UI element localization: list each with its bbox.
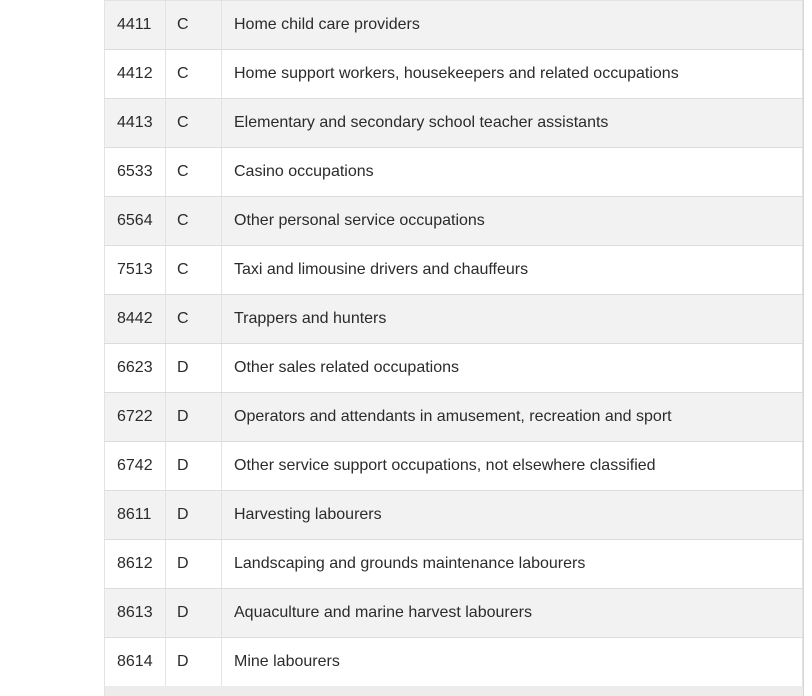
skill-level-cell: D [166,638,222,687]
occupation-title-cell: Home support workers, housekeepers and related occupations [222,50,803,99]
table-row [105,197,803,246]
occupation-title-cell: Harvesting labourers [222,491,803,540]
occupation-table [104,0,803,687]
noc-code-cell: 6533 [105,148,166,197]
table-row [105,50,803,99]
skill-level-cell: C [166,295,222,344]
noc-code-cell: 6623 [105,344,166,393]
noc-code-cell: 8612 [105,540,166,589]
occupation-title-cell: Trappers and hunters [222,295,803,344]
skill-level-cell: C [166,50,222,99]
occupation-title-cell: Other sales related occupations [222,344,803,393]
noc-code-cell: 8614 [105,638,166,687]
noc-code-cell: 6722 [105,393,166,442]
table-row [105,589,803,638]
skill-level-cell: C [166,197,222,246]
skill-level-cell: C [166,1,222,50]
table-row [105,393,803,442]
noc-code-cell: 8613 [105,589,166,638]
skill-level-cell: D [166,393,222,442]
occupation-title-cell: Landscaping and grounds maintenance labourers [222,540,803,589]
skill-level-cell: C [166,246,222,295]
occupation-title-cell: Elementary and secondary school teacher assistants [222,99,803,148]
table-row [105,99,803,148]
occupation-title-cell: Taxi and limousine drivers and chauffeurs [222,246,803,295]
noc-code-cell: 4413 [105,99,166,148]
occupation-title-cell: Casino occupations [222,148,803,197]
table-row [105,148,803,197]
table-row [105,246,803,295]
table-row [105,491,803,540]
skill-level-cell: C [166,148,222,197]
table-row [105,442,803,491]
occupation-title-cell: Aquaculture and marine harvest labourers [222,589,803,638]
table-row [105,638,803,687]
noc-code-cell: 4411 [105,1,166,50]
occupation-title-cell: Operators and attendants in amusement, recreation and sport [222,393,803,442]
table-footer-strip [104,686,804,696]
table-row [105,344,803,393]
scrollbar-track[interactable] [803,0,812,696]
table-row [105,540,803,589]
skill-level-cell: D [166,491,222,540]
occupation-table-body [105,1,803,687]
noc-code-cell: 8442 [105,295,166,344]
noc-code-cell: 6564 [105,197,166,246]
skill-level-cell: D [166,540,222,589]
noc-code-cell: 8611 [105,491,166,540]
skill-level-cell: D [166,589,222,638]
occupation-title-cell: Mine labourers [222,638,803,687]
table-row [105,295,803,344]
noc-code-cell: 4412 [105,50,166,99]
table-row [105,1,803,50]
skill-level-cell: C [166,99,222,148]
skill-level-cell: D [166,442,222,491]
occupation-title-cell: Home child care providers [222,1,803,50]
skill-level-cell: D [166,344,222,393]
occupation-title-cell: Other service support occupations, not elsewhere classified [222,442,803,491]
noc-code-cell: 7513 [105,246,166,295]
occupation-title-cell: Other personal service occupations [222,197,803,246]
noc-code-cell: 6742 [105,442,166,491]
